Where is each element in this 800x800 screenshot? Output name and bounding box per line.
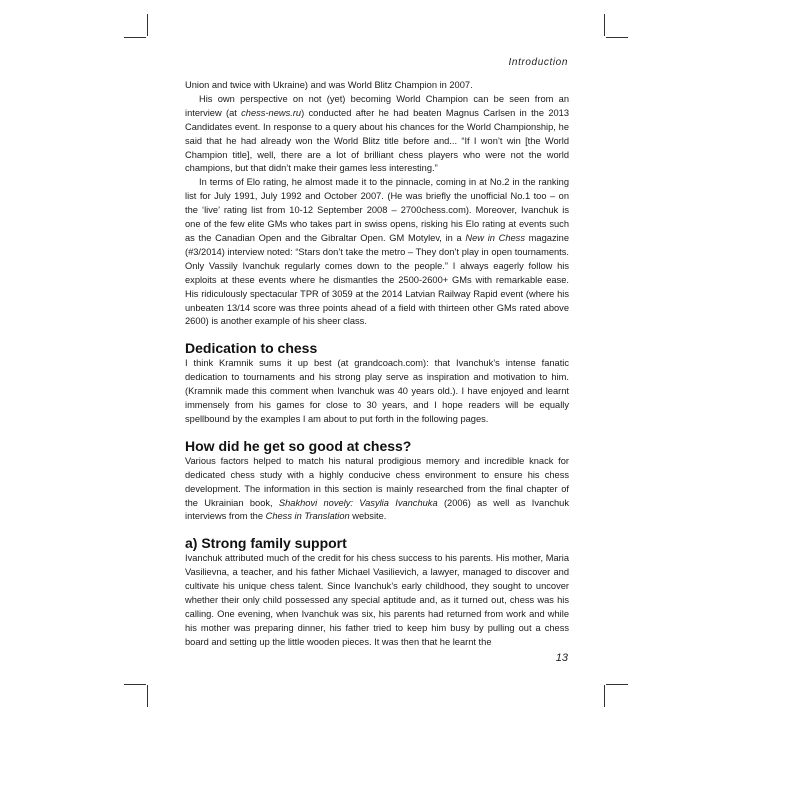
intro-paragraph-3: In terms of Elo rating, he almost made it to the pinnacle, coming in at No.2 in the ranking list for July 1991, July 1992 and October 2007. (He was briefly the unofficial No.1 too – on the ‘live’ rating list from 10-12 September 2008 – 2700chess.com). Moreover, Ivanchuk is one of the few elite GMs who takes part in swiss opens, risking his Elo rating at events such as the Canadian Open and the Gibraltar Open. GM Motylev, in a New in Chess magazine (#3/2014) interview noted: “Stars don’t take the metro – They don’t play in open tournaments. Only Vassily Ivanchuk regularly comes down to the people.” I always eagerly follow his exploits at these events where he dismantles the 2500-2600+ GMs with remarkable ease. His ridiculously spectacular TPR of 3059 at the 2014 Latvian Railway Rapid event (where his unbeaten 13/14 score was three points ahead of a field with thirteen other GMs rated above 2600) is another example of his sheer class. — [185, 177, 569, 327]
heading-dedication: Dedication to chess — [185, 340, 318, 357]
how-good-paragraph: Various factors helped to match his natural prodigious memory and incredible knack for dedicated chess study with a highly conducive chess environment to ensure his chess development. The information in this section is mainly researched from the final chapter of the Ukrainian book, Shakhovi novely: Vasylia Ivanchuka (2006) as well as Ivanchuk interviews from the Chess in Translation website. — [185, 455, 569, 522]
crop-mark-top-right-v — [604, 14, 605, 36]
crop-mark-bottom-left-h — [124, 684, 146, 685]
crop-mark-bottom-left-v — [147, 685, 148, 707]
intro-paragraph-2: His own perspective on not (yet) becoming World Champion can be seen from an interview (at chess-news.ru) conducted after he had beaten Magnus Carlsen in the 2013 Candidates event. In response to a query about his chances for the World Championship, he said that he had already won the World Blitz title before and... “If I won’t win [the World Champion title], well, there are a lot of brilliant chess players who were not the world champions, but that didn’t make their games less interesting.” — [185, 93, 570, 174]
family-support-paragraph: Ivanchuk attributed much of the credit for his chess success to his parents. His mother, Maria Vasilievna, a teacher, and his father Michael Vasilievich, a lawyer, managed to discover and cultivate his unique chess talent. Since Ivanchuk’s early childhood, they sought to uncover whether their only child possessed any special aptitude and, as it turned out, chess was his calling. One evening, when Ivanchuk was six, his parents had returned from work and while his mother was preparing dinner, his father tried to keep him busy by pulling out a chess board and setting up the little wooden pieces. It was then that he learnt the — [185, 553, 569, 647]
page-number: 13 — [555, 652, 568, 664]
crop-mark-bottom-right-h — [606, 684, 628, 685]
dedication-paragraph: I think Kramnik sums it up best (at grandcoach.com): that Ivanchuk’s intense fanatic dedication to tournaments and his strong play serve as inspiration and motivation to him. (Kramnik made this comment when Ivanchuk was 40 years old.). I have enjoyed and learnt immensely from his games for close to 30 years, and I hope readers will be equally spellbound by the examples I am about to put forth in the following pages. — [185, 358, 569, 424]
crop-mark-top-right-h — [606, 37, 628, 38]
intro-paragraph-1: Union and twice with Ukraine) and was World Blitz Champion in 2007. — [185, 80, 473, 90]
crop-mark-top-left-h — [124, 37, 146, 38]
running-head: Introduction — [508, 57, 568, 68]
heading-how-good: How did he get so good at chess? — [185, 437, 412, 454]
heading-family-support: a) Strong family support — [185, 535, 347, 552]
crop-mark-bottom-right-v — [604, 685, 605, 707]
page-body — [185, 79, 569, 650]
crop-mark-top-left-v — [147, 14, 148, 36]
